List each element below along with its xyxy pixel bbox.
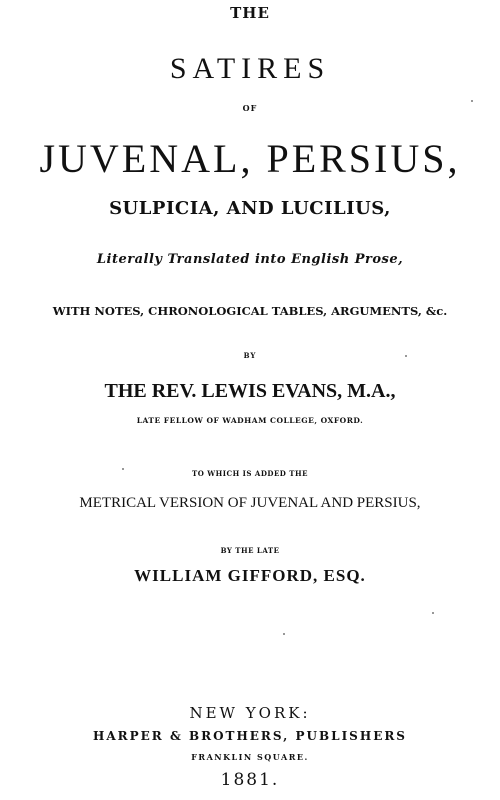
imprint-year: 1881.	[220, 770, 280, 790]
by-late-label: BY THE LATE	[220, 546, 280, 555]
title-sulpicia: SULPICIA, AND LUCILIUS,	[109, 198, 391, 219]
paper-speck	[122, 468, 124, 470]
title-the: THE	[230, 4, 270, 22]
gifford-name: WILLIAM GIFFORD, ESQ.	[134, 566, 366, 585]
translator-name: THE REV. LEWIS EVANS, M.A.,	[104, 380, 396, 402]
paper-speck	[432, 612, 434, 614]
added-label: TO WHICH IS ADDED THE	[192, 469, 308, 478]
by-label: BY	[243, 351, 257, 360]
subtitle-notes: WITH NOTES, CHRONOLOGICAL TABLES, ARGUMENTS, &c.	[52, 304, 448, 318]
imprint-publisher: HARPER & BROTHERS, PUBLISHERS	[93, 729, 407, 743]
paper-speck	[405, 355, 407, 357]
subtitle-translation: Literally Translated into English Prose,	[96, 252, 404, 267]
title-authors: JUVENAL, PERSIUS,	[39, 136, 461, 181]
translator-affiliation: LATE FELLOW OF WADHAM COLLEGE, OXFORD.	[136, 416, 364, 425]
paper-speck	[471, 100, 473, 102]
paper-speck	[283, 633, 285, 635]
imprint-city: NEW YORK:	[189, 704, 311, 722]
title-of: OF	[242, 103, 258, 113]
imprint-address: FRANKLIN SQUARE.	[191, 752, 309, 762]
title-satires: SATIRES	[169, 52, 331, 85]
metrical-version: METRICAL VERSION OF JUVENAL AND PERSIUS,	[79, 495, 421, 511]
